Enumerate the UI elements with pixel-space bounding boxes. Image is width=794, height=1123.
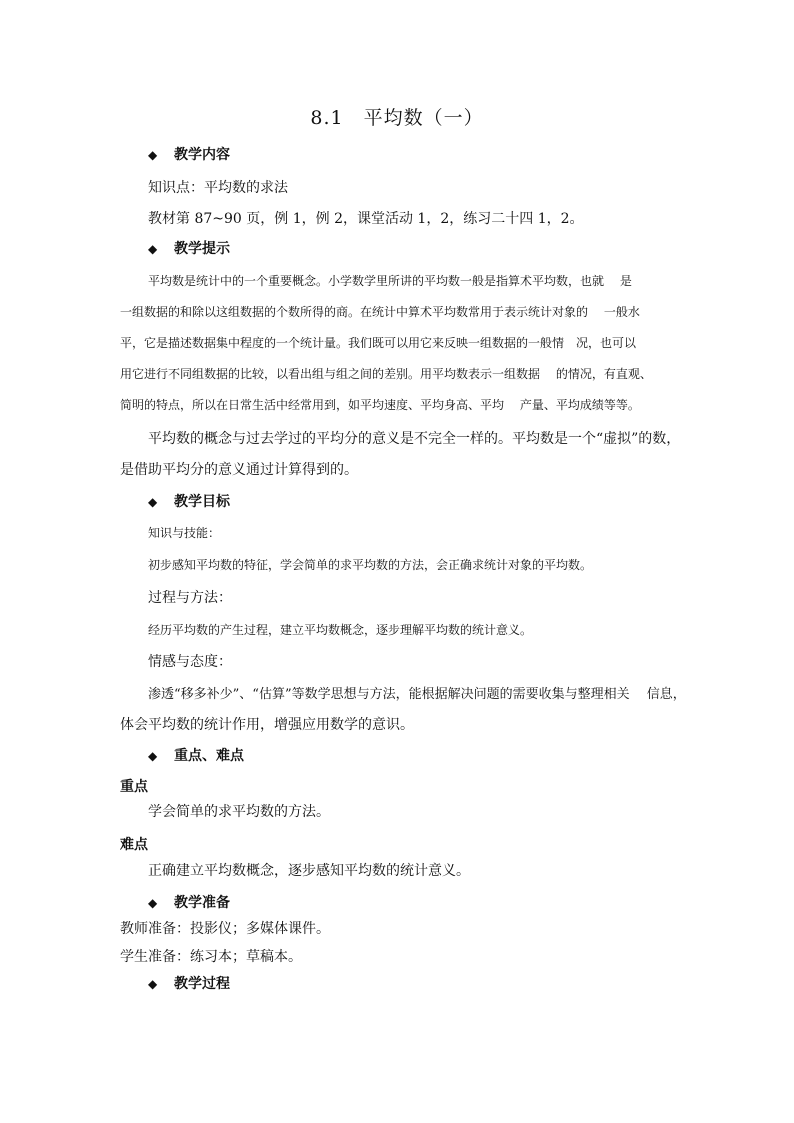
difficult-point-label: 难点 (120, 837, 148, 853)
hints-paragraph-line: 简明的特点，所以在日常生活中经常用到，如平均速度、平均身高、平均 产量、平均成绩等等。 (120, 398, 640, 412)
goal-attitude-text: 体会平均数的统计作用，增强应用数学的意识。 (120, 717, 414, 733)
diamond-bullet-icon: ◆ (148, 242, 158, 256)
diamond-bullet-icon: ◆ (148, 749, 158, 763)
key-point-label: 重点 (120, 779, 148, 795)
hints-paragraph-line: 平均数是统计中的一个重要概念。小学数学里所讲的平均数一般是指算术平均数，也就 是 (148, 274, 632, 288)
goal-process-label: 过程与方法： (148, 590, 232, 606)
section-heading-process: ◆ 教学过程 (148, 976, 230, 992)
goal-knowledge-text: 初步感知平均数的特征，学会简单的求平均数的方法，会正确求统计对象的平均数。 (148, 558, 593, 572)
goal-process-text: 经历平均数的产生过程，建立平均数概念，逐步理解平均数的统计意义。 (148, 623, 533, 637)
difficult-point-text: 正确建立平均数概念，逐步感知平均数的统计意义。 (148, 863, 470, 879)
hints-paragraph-line: 平均数的概念与过去学过的平均分的意义是不完全一样的。平均数是一个“虚拟”的数， (148, 431, 681, 447)
hints-paragraph-line: 是借助平均分的意义通过计算得到的。 (120, 462, 358, 478)
student-prep-text: 学生准备：练习本；草稿本。 (120, 949, 302, 965)
hints-paragraph-line: 平，它是描述数据集中程度的一个统计量。我们既可以用它来反映一组数据的一般情 况，也可以 (120, 336, 637, 350)
goal-attitude-label: 情感与态度： (148, 654, 232, 670)
goal-attitude-text: 渗透“移多补少”、“估算”等数学思想与方法，能根据解决问题的需要收集与整理相关 信息， (148, 687, 686, 702)
section-heading-content: ◆ 教学内容 (148, 147, 230, 163)
goal-knowledge-label: 知识与技能： (148, 526, 221, 540)
diamond-bullet-icon: ◆ (148, 495, 158, 509)
section-heading-goals: ◆ 教学目标 (148, 494, 230, 510)
hints-paragraph-line: 一组数据的和除以这组数据的个数所得的商。在统计中算术平均数常用于表示统计对象的 一般水 (120, 305, 640, 319)
textbook-pages-text: 教材第 87~90 页，例 1，例 2，课堂活动 1，2，练习二十四 1，2。 (148, 211, 584, 227)
knowledge-point-text: 知识点：平均数的求法 (148, 180, 288, 196)
teacher-prep-text: 教师准备：投影仪；多媒体课件。 (120, 921, 330, 937)
section-heading-prep: ◆ 教学准备 (148, 895, 230, 911)
page-title: 8.1 平均数（一） (310, 107, 484, 129)
diamond-bullet-icon: ◆ (148, 148, 158, 162)
section-heading-keypoints: ◆ 重点、难点 (148, 748, 244, 764)
section-heading-hints: ◆ 教学提示 (148, 241, 230, 257)
hints-paragraph-line: 用它进行不同组数据的比较，以看出组与组之间的差别。用平均数表示一组数据 的情况，有直观、 (120, 367, 652, 381)
diamond-bullet-icon: ◆ (148, 896, 158, 910)
key-point-text: 学会简单的求平均数的方法。 (148, 804, 330, 820)
diamond-bullet-icon: ◆ (148, 977, 158, 991)
